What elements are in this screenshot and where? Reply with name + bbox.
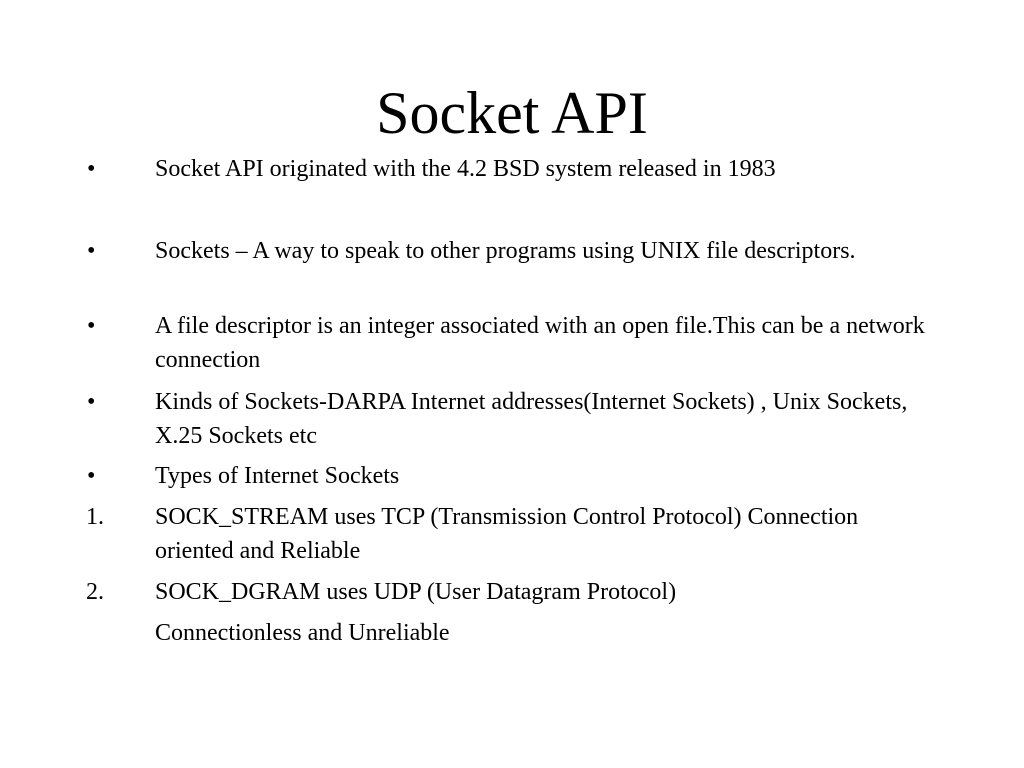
list-item-text: Sockets – A way to speak to other programs using UNIX file descriptors. bbox=[155, 238, 856, 264]
list-item-text: Socket API originated with the 4.2 BSD system released in 1983 bbox=[155, 156, 776, 182]
bullet-marker: • bbox=[87, 238, 96, 264]
number-marker: 1. bbox=[86, 504, 104, 530]
bullet-marker: • bbox=[87, 313, 96, 339]
list-item-text: A file descriptor is an integer associated with an open file.This can be a network connection bbox=[155, 313, 925, 373]
list-item-text: SOCK_DGRAM uses UDP (User Datagram Protocol) bbox=[155, 579, 677, 605]
number-marker: 2. bbox=[86, 579, 104, 605]
bullet-marker: • bbox=[87, 389, 96, 415]
list-item-text: SOCK_STREAM uses TCP (Transmission Control Protocol) Connection oriented and Reliable bbox=[155, 504, 859, 564]
slide-title: Socket API bbox=[376, 80, 648, 146]
list-item-text: Connectionless and Unreliable bbox=[155, 620, 450, 646]
bullet-marker: • bbox=[87, 156, 96, 182]
bullet-marker: • bbox=[87, 463, 96, 489]
list-item-text: Kinds of Sockets-DARPA Internet addresses(Internet Sockets) , Unix Sockets, X.25 Sockets etc bbox=[155, 389, 908, 449]
list-item-text: Types of Internet Sockets bbox=[155, 463, 400, 489]
